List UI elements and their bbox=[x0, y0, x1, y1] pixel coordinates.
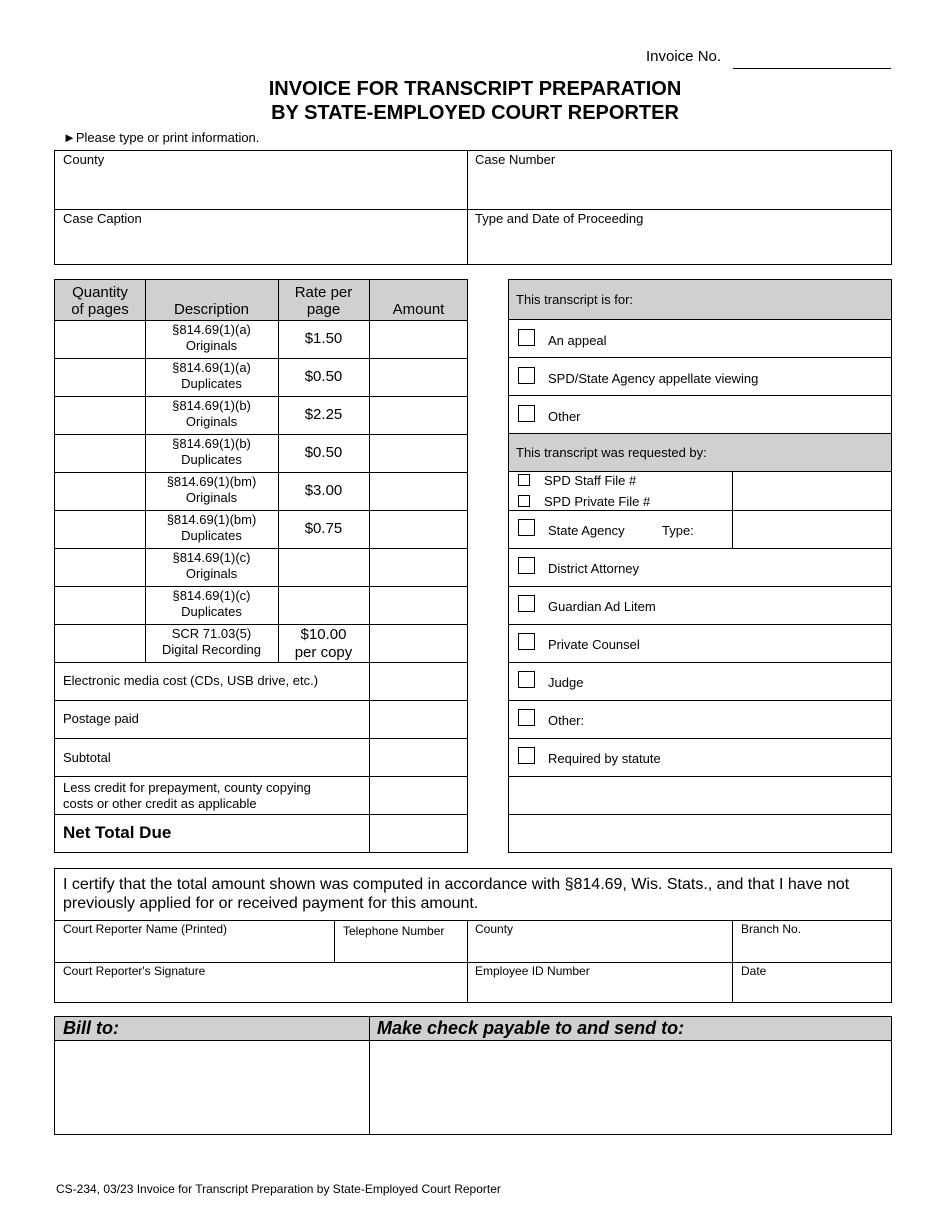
fee-row-quantity-field[interactable] bbox=[55, 359, 144, 395]
fee-row-quantity-field[interactable] bbox=[55, 435, 144, 471]
fee-row-amount-field[interactable] bbox=[370, 549, 467, 585]
form-footer: CS-234, 03/23 Invoice for Transcript Preparation by State-Employed Court Reporter bbox=[56, 1182, 501, 1196]
fee-row-description: §814.69(1)(a) Duplicates bbox=[172, 360, 251, 391]
other-purpose-label: Other bbox=[548, 409, 581, 424]
district-attorney-checkbox[interactable] bbox=[518, 557, 535, 574]
fee-row-amount-field[interactable] bbox=[370, 359, 467, 395]
state-agency-label: State Agency bbox=[548, 523, 625, 538]
fee-row-amount-field[interactable] bbox=[370, 625, 467, 661]
fee-row-rate: $0.75 bbox=[304, 520, 343, 537]
fee-row-rate: $0.50 bbox=[304, 368, 343, 385]
electronic-media-amount[interactable] bbox=[370, 663, 467, 700]
fee-row-quantity-field[interactable] bbox=[55, 473, 144, 509]
bill-to-label: Bill to: bbox=[63, 1018, 119, 1038]
district-attorney-label: District Attorney bbox=[548, 561, 640, 576]
payable-to-field[interactable] bbox=[370, 1041, 891, 1134]
cert-county-field[interactable]: County bbox=[475, 922, 514, 936]
requested-header: This transcript was requested by: bbox=[516, 445, 707, 460]
fee-row bbox=[54, 320, 468, 358]
proceeding-field[interactable]: Type and Date of Proceeding bbox=[475, 211, 644, 226]
invoice-no-field[interactable] bbox=[733, 68, 891, 69]
fee-row bbox=[54, 472, 468, 510]
net-total-amount[interactable] bbox=[370, 815, 467, 852]
postage-label: Postage paid bbox=[63, 711, 139, 726]
spd-private-checkbox[interactable] bbox=[518, 495, 530, 507]
fee-row-quantity-field[interactable] bbox=[55, 549, 144, 585]
fee-row-amount-field[interactable] bbox=[370, 321, 467, 357]
electronic-media-label: Electronic media cost (CDs, USB drive, etc.) bbox=[63, 673, 319, 688]
fee-row-description: §814.69(1)(bm) Originals bbox=[166, 474, 257, 505]
spd-staff-checkbox[interactable] bbox=[518, 474, 530, 486]
fee-row-amount-field[interactable] bbox=[370, 587, 467, 623]
guardian-ad-litem-label: Guardian Ad Litem bbox=[548, 599, 656, 614]
fee-row-description: §814.69(1)(b) Duplicates bbox=[172, 436, 251, 467]
fee-row-quantity-field[interactable] bbox=[55, 587, 144, 623]
fee-row-quantity-field[interactable] bbox=[55, 625, 144, 661]
branch-field[interactable]: Branch No. bbox=[741, 922, 802, 936]
spd-private-label: SPD Private File # bbox=[544, 494, 651, 509]
rate-header-1: Rate per bbox=[294, 284, 353, 301]
qty-header-2: of pages bbox=[71, 301, 129, 318]
description-header: Description bbox=[173, 301, 250, 318]
invoice-no-label: Invoice No. bbox=[646, 48, 722, 65]
spd-staff-label: SPD Staff File # bbox=[544, 473, 637, 488]
net-total-label: Net Total Due bbox=[63, 823, 172, 842]
fee-row-amount-field[interactable] bbox=[370, 397, 467, 433]
subtotal-amount[interactable] bbox=[370, 739, 467, 776]
fee-row bbox=[54, 396, 468, 434]
private-counsel-label: Private Counsel bbox=[548, 637, 640, 652]
instruction-text: ►Please type or print information. bbox=[63, 130, 260, 145]
credit-label-1: Less credit for prepayment, county copying bbox=[63, 780, 311, 795]
fee-row bbox=[54, 586, 468, 624]
bill-to-field[interactable] bbox=[55, 1041, 368, 1134]
employee-id-field[interactable]: Employee ID Number bbox=[475, 964, 590, 978]
qty-header-1: Quantity bbox=[72, 284, 128, 301]
postage-amount[interactable] bbox=[370, 701, 467, 738]
credit-amount[interactable] bbox=[370, 777, 467, 814]
certification-statement: I certify that the total amount shown was computed in accordance with §814.69, Wis. Stats., and that I have not previously applied for or received payment for this amount. bbox=[63, 876, 850, 912]
fee-row-rate: $3.00 bbox=[304, 482, 343, 499]
judge-checkbox[interactable] bbox=[518, 671, 535, 688]
other-requester-checkbox[interactable] bbox=[518, 709, 535, 726]
credit-label-2: costs or other credit as applicable bbox=[63, 796, 257, 811]
rate-header-2: page bbox=[306, 301, 341, 318]
title-line-1: INVOICE FOR TRANSCRIPT PREPARATION bbox=[268, 78, 682, 100]
fee-row-amount-field[interactable] bbox=[370, 473, 467, 509]
purpose-header: This transcript is for: bbox=[516, 292, 634, 307]
fee-row-description: §814.69(1)(c) Duplicates bbox=[172, 588, 251, 619]
state-agency-type-label: Type: bbox=[662, 523, 694, 538]
guardian-ad-litem-checkbox[interactable] bbox=[518, 595, 535, 612]
subtotal-label: Subtotal bbox=[63, 750, 111, 765]
telephone-field[interactable]: Telephone Number bbox=[343, 924, 445, 938]
case-number-field[interactable]: Case Number bbox=[475, 152, 556, 167]
fee-row-quantity-field[interactable] bbox=[55, 321, 144, 357]
signature-field[interactable]: Court Reporter's Signature bbox=[63, 964, 206, 978]
appeal-checkbox[interactable] bbox=[518, 329, 535, 346]
spd-viewing-label: SPD/State Agency appellate viewing bbox=[548, 371, 759, 386]
fee-row bbox=[54, 510, 468, 548]
fee-row-description: §814.69(1)(bm) Duplicates bbox=[166, 512, 257, 543]
fee-row-description: SCR 71.03(5) Digital Recording bbox=[162, 626, 261, 657]
fee-row-rate: $10.00 per copy bbox=[294, 626, 353, 661]
spd-file-number-field[interactable] bbox=[733, 472, 891, 510]
private-counsel-checkbox[interactable] bbox=[518, 633, 535, 650]
other-purpose-checkbox[interactable] bbox=[518, 405, 535, 422]
fee-row-description: §814.69(1)(c) Originals bbox=[172, 550, 251, 581]
judge-label: Judge bbox=[548, 675, 584, 690]
fee-row-rate: $0.50 bbox=[304, 444, 343, 461]
fee-row-quantity-field[interactable] bbox=[55, 397, 144, 433]
required-by-statute-checkbox[interactable] bbox=[518, 747, 535, 764]
fee-row-rate: $2.25 bbox=[304, 406, 343, 423]
spd-viewing-checkbox[interactable] bbox=[518, 367, 535, 384]
case-info-box bbox=[54, 150, 892, 265]
fee-row bbox=[54, 624, 468, 662]
fee-row bbox=[54, 358, 468, 396]
title-line-2: BY STATE-EMPLOYED COURT REPORTER bbox=[271, 102, 679, 124]
fee-row bbox=[54, 434, 468, 472]
payable-to-label: Make check payable to and send to: bbox=[377, 1018, 685, 1038]
fee-row-rate: $1.50 bbox=[304, 330, 343, 347]
amount-header: Amount bbox=[392, 301, 445, 318]
date-field[interactable]: Date bbox=[741, 964, 767, 978]
other-requester-label: Other: bbox=[548, 713, 585, 728]
fee-row bbox=[54, 548, 468, 586]
reporter-name-field[interactable]: Court Reporter Name (Printed) bbox=[63, 922, 228, 936]
fee-row-description: §814.69(1)(b) Originals bbox=[172, 398, 251, 429]
fee-row-amount-field[interactable] bbox=[370, 511, 467, 547]
state-agency-type-field[interactable] bbox=[733, 511, 891, 548]
appeal-label: An appeal bbox=[548, 333, 607, 348]
fee-row-quantity-field[interactable] bbox=[55, 511, 144, 547]
state-agency-checkbox[interactable] bbox=[518, 519, 535, 536]
case-caption-field[interactable]: Case Caption bbox=[63, 211, 142, 226]
required-by-statute-label: Required by statute bbox=[548, 751, 661, 766]
fee-row-description: §814.69(1)(a) Originals bbox=[172, 322, 251, 353]
fee-row-amount-field[interactable] bbox=[370, 435, 467, 471]
county-field[interactable]: County bbox=[63, 152, 105, 167]
